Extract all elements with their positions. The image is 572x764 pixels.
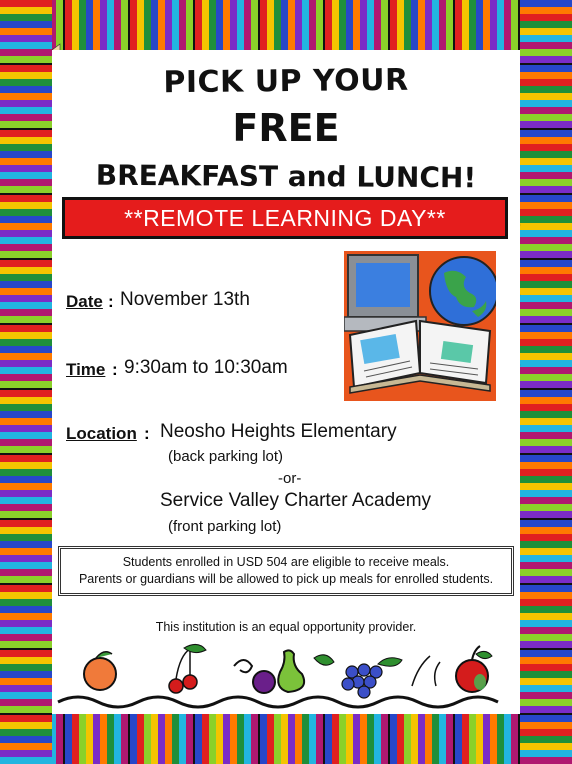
location-colon: : xyxy=(144,424,150,443)
date-value: November 13th xyxy=(120,289,250,310)
location-site-2: Service Valley Charter Academy xyxy=(160,490,432,511)
time-label: Time xyxy=(66,360,106,379)
equal-opportunity-statement: This institution is an equal opportunity provider. xyxy=(155,620,417,634)
location-site-1-note: (back parking lot) xyxy=(168,448,284,465)
headline-free: FREE xyxy=(232,106,340,150)
location-label: Location xyxy=(66,424,137,443)
location-site-2-note: (front parking lot) xyxy=(168,518,282,535)
date-colon: : xyxy=(108,292,114,311)
headline-pick-up: PICK UP YOUR xyxy=(163,62,409,101)
notice-line-1: Students enrolled in USD 504 are eligible to receive meals. xyxy=(122,555,450,569)
fruit-border-icon xyxy=(52,636,520,712)
time-colon: : xyxy=(112,360,118,379)
book-globe-computer-icon xyxy=(344,251,496,401)
date-label: Date xyxy=(66,292,103,311)
location-site-1: Neosho Heights Elementary xyxy=(160,421,397,442)
headline-breakfast-lunch: BREAKFAST and LUNCH! xyxy=(95,158,477,195)
time-value: 9:30am to 10:30am xyxy=(124,357,288,378)
flyer-content xyxy=(52,50,520,714)
remote-learning-banner: **REMOTE LEARNING DAY** xyxy=(62,197,508,239)
location-or: -or- xyxy=(278,470,302,487)
eligibility-notice xyxy=(58,546,514,596)
notice-line-2: Parents or guardians will be allowed to pick up meals for enrolled students. xyxy=(78,572,494,586)
